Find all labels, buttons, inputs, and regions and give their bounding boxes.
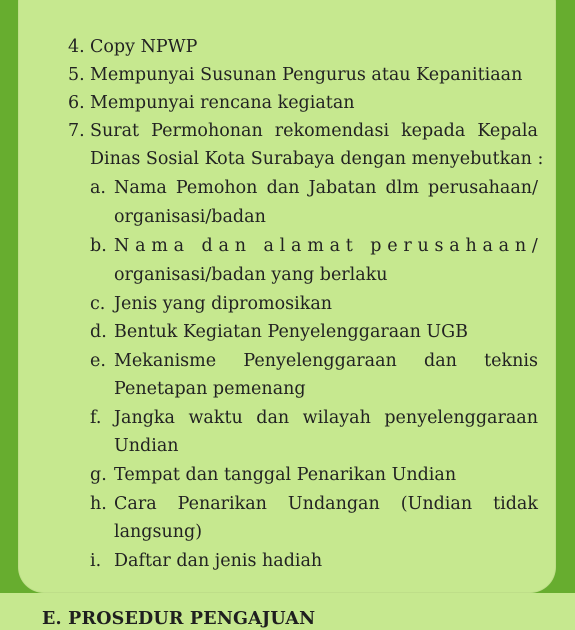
subitem-e-line-2: Penetapan pemenang [114,379,306,399]
subitem-b-char: d [201,236,213,256]
subitem-h-word: Cara [114,494,157,514]
subitem-b-char: s [434,236,444,256]
subitem-b-char: n [234,236,246,256]
subitem-a-word: dan [266,178,300,198]
subitem-b-char: a [135,236,146,256]
subitem-b-char: p [370,236,382,256]
item-7-line-1 [90,120,538,142]
subitem-b-char: m [151,236,168,256]
subitem-f-letter: f. [90,408,102,428]
subitem-f-word: dan [256,408,290,428]
item-7-word: Permohonan [151,121,263,141]
item-6-number: 6. [68,93,85,113]
subitem-i-text: Daftar dan jenis hadiah [114,551,323,571]
item-7-word: Surat [90,121,140,141]
subitem-b-char: u [417,236,429,256]
item-7-word: Kepala [477,121,538,141]
subitem-f-word: Jangka [114,408,175,428]
subitem-a-word: perusahaan/ [428,178,538,198]
item-5-text: Mempunyai Susunan Pengurus atau Kepanitiaan [90,65,523,85]
subitem-b-char: l [279,236,286,256]
subitem-b-letter: b. [90,236,107,256]
subitem-b-char: a [482,236,493,256]
subitem-e-word: Penyelenggaraan [243,351,397,371]
subitem-a-word: dlm [385,178,419,198]
subitem-b-char: r [403,236,412,256]
subitem-b-line-2: organisasi/badan yang berlaku [114,265,388,285]
subitem-b-char: a [498,236,510,256]
subitem-f-line-2: Undian [114,436,179,456]
subitem-e-word: dan [424,351,457,371]
subitem-b-char: m [307,236,324,256]
subitem-b-char: a [218,236,229,256]
subitem-b-char: h [465,236,477,256]
subitem-b-line-1 [114,235,538,257]
subitem-b-char: a [329,236,340,256]
subitem-b-char: t [345,236,353,256]
subitem-h-letter: h. [90,494,107,514]
subitem-d-text: Bentuk Kegiatan Penyelenggaraan UGB [114,322,469,342]
item-6-text: Mempunyai rencana kegiatan [90,93,355,113]
subitem-c-text: Jenis yang dipromosikan [114,294,333,314]
item-4-number: 4. [68,37,85,57]
item-4-text: Copy NPWP [90,37,198,57]
subitem-e-word: teknis [484,351,538,371]
subitem-e-letter: e. [90,351,106,371]
subitem-b-char: / [531,236,538,256]
subitem-a-word: Nama [114,178,167,198]
subitem-b-char: a [291,236,302,256]
item-7-word: rekomendasi [274,121,390,141]
subitem-b-char: n [514,236,527,256]
subitem-h-word: Penarikan [177,494,267,514]
subitem-h-line-2: langsung) [114,522,203,542]
subitem-i-letter: i. [90,551,102,571]
subitem-f-word: penyelenggaraan [384,408,538,428]
subitem-a-word: Pemohon [175,178,258,198]
subitem-a-letter: a. [90,178,106,198]
subitem-h-line-1 [114,493,538,515]
subitem-g-letter: g. [90,465,107,485]
subitem-a-line-2: organisasi/badan [114,207,266,227]
item-7-number: 7. [68,121,85,141]
subitem-b-char: a [173,236,185,256]
subitem-c-letter: c. [90,294,106,314]
subitem-a-line-1 [114,177,538,199]
subitem-e-line-1 [114,350,538,372]
subitem-f-word: waktu [188,408,243,428]
section-heading: E. PROSEDUR PENGAJUAN [42,609,316,629]
subitem-e-word: Mekanisme [114,351,217,371]
subitem-b-char: N [114,236,130,256]
item-7-line-2: Dinas Sosial Kota Surabaya dengan menyebutkan : [90,149,544,169]
subitem-d-letter: d. [90,322,107,342]
subitem-h-word: (Undian [400,494,473,514]
subitem-h-word: tidak [493,494,538,514]
item-7-word: kepada [401,121,466,141]
subitem-b-char: e [387,236,398,256]
subitem-g-text: Tempat dan tanggal Penarikan Undian [114,465,457,485]
subitem-b-char: a [263,236,274,256]
subitem-a-word: Jabatan [308,178,377,198]
subitem-b-char: a [449,236,460,256]
subitem-h-word: Undangan [287,494,380,514]
subitem-f-line-1 [114,407,538,429]
subitem-f-word: wilayah [302,408,371,428]
item-5-number: 5. [68,65,85,85]
